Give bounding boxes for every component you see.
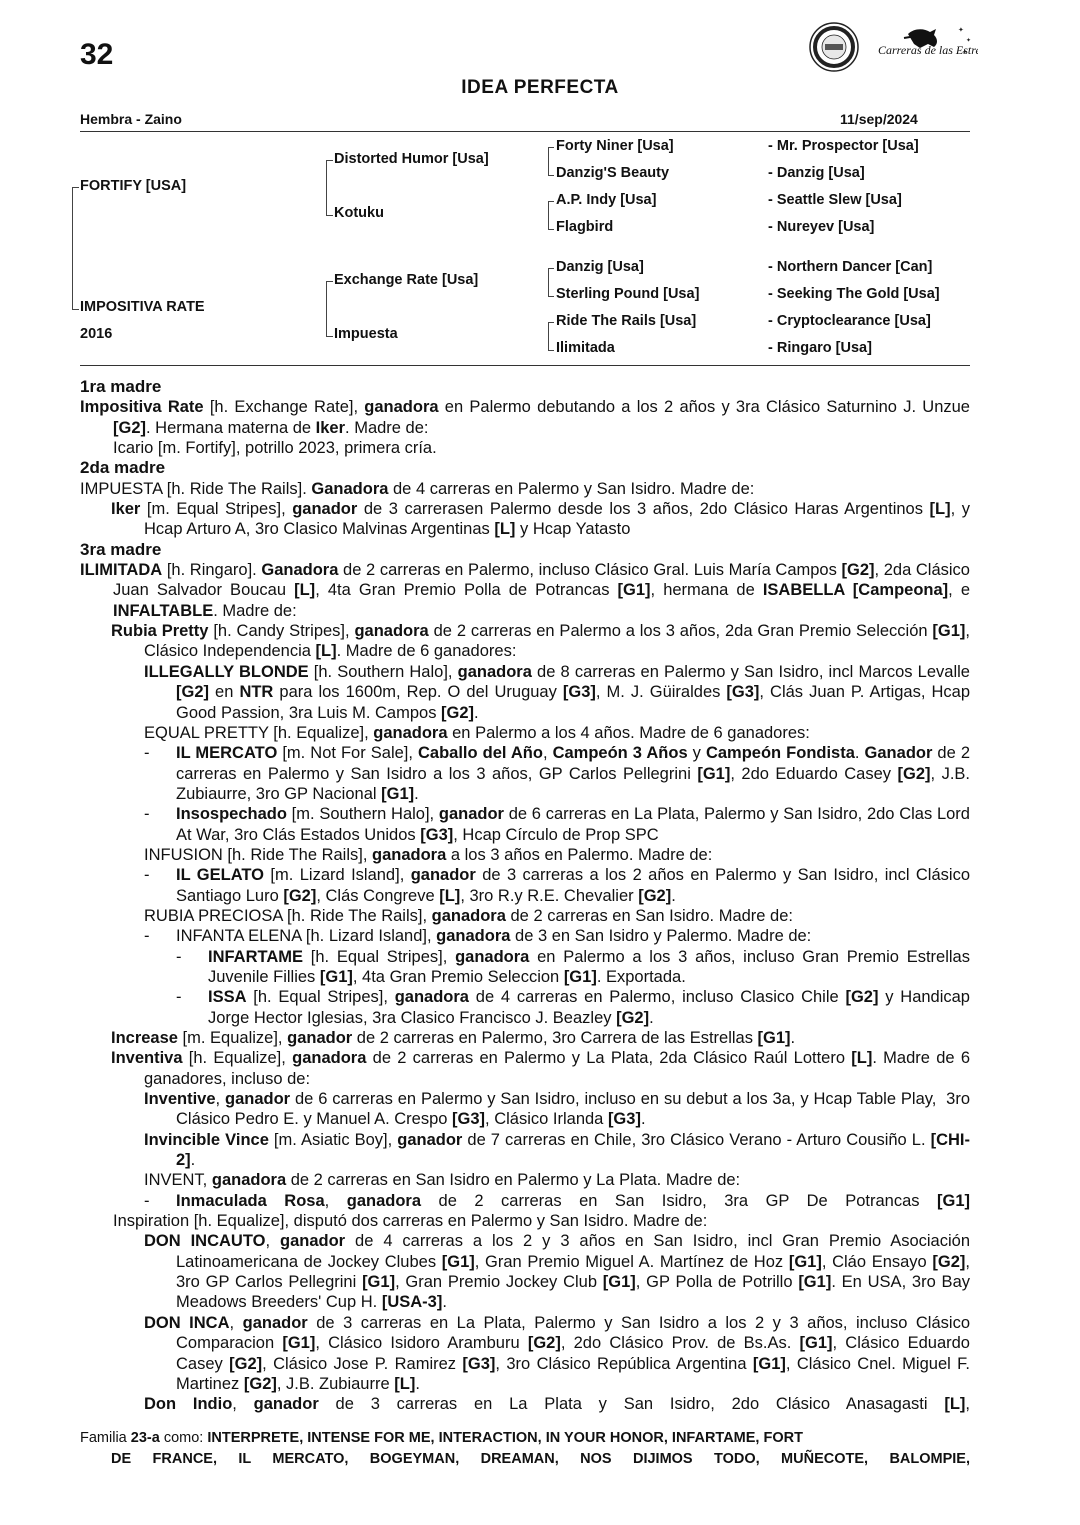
g4-3: - Seattle Slew [Usa] — [768, 192, 902, 208]
sire-dam: Kotuku — [334, 205, 384, 221]
svg-text:✦: ✦ — [962, 49, 968, 56]
family-notes — [80, 377, 970, 1415]
entry-don-inca: DON INCA, ganador de 3 carreras en La Plata, Palermo y San Isidro a los 2 y 3 años, incluso Clásico Comparacion [G1], Clásico Isidoro Aramburu [G2], 2do Clásico Prov. de Bs.As. [G1], Clásico Eduardo Casey [G2], Clásico Jose P. Ramirez [G3], 3ro Clásico República Argentina [G1], Clásico Cnel. Miguel F. Martinez [G2], J.B. Zubiaurre [L]. — [144, 1313, 970, 1393]
section-heading-3ra-madre: 3ra madre — [80, 539, 162, 559]
dam-dam: Impuesta — [334, 326, 398, 342]
bracket-gen2b — [326, 281, 333, 337]
g4-7: - Cryptoclearance [Usa] — [768, 313, 931, 329]
entry-don-incauto: DON INCAUTO, ganador de 4 carreras a los 2 y 3 años en San Isidro, incl Gran Premio Asociación Latinoamericana de Jockey Clubes [G1], Gran Premio Miguel A. Martínez de Hoz [G1], Cláo Ensayo [G2], 3ro GP Carlos Pellegrini [G1], Gran Premio Jockey Club [G1], GP Polla de Potrillo [G1]. En USA, 3ro Bay Meadows Breeders' Cup H. [USA-3]. — [144, 1232, 970, 1312]
dam-name: IMPOSITIVA RATE — [80, 299, 205, 315]
date-label: 11/sep/2024 — [840, 111, 918, 127]
header-divider — [80, 131, 970, 132]
entry-iker: Iker [m. Equal Stripes], ganador de 3 carrerasen Palermo desde los 3 años, 2do Clásico Haras Argentinos [L], y Hcap Arturo A, 3ro Clasico Malvinas Argentinas [L] y Hcap Yatasto — [111, 500, 970, 539]
entry-invent: INVENT, ganadora de 2 carreras en San Isidro en Palermo y La Plata. Madre de: — [144, 1171, 741, 1190]
entry-inventiva: Inventiva [h. Equalize], ganadora de 2 carreras en Palermo y La Plata, 2da Clásico Raúl Lottero [L]. Madre de 6 ganadores, incluso de: — [111, 1049, 970, 1088]
g3-3: A.P. Indy [Usa] — [556, 192, 657, 208]
section-heading-1ra-madre: 1ra madre — [80, 377, 162, 396]
pedigree-divider — [80, 365, 970, 366]
sire-sire: Distorted Humor [Usa] — [334, 151, 489, 167]
g3-2: Danzig'S Beauty — [556, 165, 670, 181]
section-heading-2da-madre: 2da madre — [80, 458, 166, 478]
g3-8: Ilimitada — [556, 340, 615, 356]
bracket-gen3b — [548, 201, 554, 230]
footer-line-2: DE FRANCE, IL MERCATO, BOGEYMAN, DREAMAN, NOS DIJIMOS TODO, MUÑECOTE, BALOMPIE, — [111, 1450, 970, 1467]
page-title: IDEA PERFECTA — [461, 77, 619, 98]
g3-4: Flagbird — [556, 219, 614, 235]
g4-2: - Danzig [Usa] — [768, 165, 865, 181]
entry-rubia-preciosa: RUBIA PRECIOSA [h. Ride The Rails], ganadora de 2 carreras en San Isidro. Madre de: — [144, 906, 793, 925]
entry-increase: Increase [m. Equalize], ganador de 2 carreras en Palermo, 3ro Carrera de las Estrellas [G1]. — [111, 1029, 796, 1047]
family-footer — [80, 1428, 970, 1469]
entry-impositiva-rate: Impositiva Rate [h. Exchange Rate], ganadora en Palermo debutando a los 2 años y 3ra Clásico Saturnino J. Unzue [G2]. Hermana materna de Iker. Madre de: — [80, 398, 970, 437]
entry-infusion: INFUSION [h. Ride The Rails], ganadora a los 3 años en Palermo. Madre de: — [144, 845, 713, 864]
g4-8: - Ringaro [Usa] — [768, 340, 872, 356]
entry-icario: Icario [m. Fortify], potrillo 2023, primera cría. — [113, 439, 437, 458]
dam-sire: Exchange Rate [Usa] — [334, 272, 479, 288]
carreras-logo — [808, 20, 978, 75]
g3-6: Sterling Pound [Usa] — [556, 286, 700, 302]
g4-1: - Mr. Prospector [Usa] — [768, 138, 919, 154]
entry-infanta-elena: - INFANTA ELENA [h. Lizard Island], ganadora de 3 en San Isidro y Palermo. Madre de: — [144, 927, 812, 946]
bracket-gen2a — [326, 160, 333, 216]
entry-invincible-vince: Invincible Vince [m. Asiatic Boy], ganador de 7 carreras en Chile, 3ro Clásico Verano - Arturo Cousiño L. [CHI-2]. — [144, 1130, 970, 1170]
entry-inspiration: Inspiration [h. Equalize], disputó dos carreras en Palermo y San Isidro. Madre de: — [113, 1212, 708, 1231]
g4-5: - Northern Dancer [Can] — [768, 259, 933, 275]
entry-ilimitada: ILIMITADA [h. Ringaro]. Ganadora de 2 carreras en Palermo, incluso Clásico Gral. Luis María Campos [G2], 2da Clásico Juan Salvador Boucau [L], 4ta Gran Premio Polla de Potrancas [G1], hermana de ISABELLA [Campeona], e INFALTABLE. Madre de: — [80, 561, 970, 620]
birth-year: 2016 — [80, 326, 113, 342]
entry-don-indio: Don Indio, ganador de 3 carreras en La Plata y San Isidro, 2do Clásico Anasagasti [L], — [144, 1395, 970, 1414]
entry-issa: - ISSA [h. Equal Stripes], ganadora de 4 carreras en Palermo, incluso Clasico Chile [G2] y Handicap Jorge Hector Iglesias, 3ra Clasico Francisco J. Beazley [G2]. — [176, 988, 970, 1027]
entry-il-gelato: - IL GELATO [m. Lizard Island], ganador de 3 carreras a los 2 años en Palermo y San Isidro, incl Clásico Santiago Luro [G2], Clás Congreve [L], 3ro R.y R.E. Chevalier [G2]. — [144, 866, 970, 905]
entry-equal-pretty: EQUAL PRETTY [h. Equalize], ganadora en Palermo a los 4 años. Madre de 6 ganadores: — [144, 723, 810, 742]
entry-infartame: - INFARTAME [h. Equal Stripes], ganadora en Palermo a los 3 años, incluso Gran Premio Estrellas Juvenile Fillies [G1], 4ta Gran Premio Seleccion [G1]. Exportada. — [176, 947, 970, 986]
g3-1: Forty Niner [Usa] — [556, 138, 674, 154]
entry-il-mercato: - IL MERCATO [m. Not For Sale], Caballo del Año, Campeón 3 Años y Campeón Fondista. Ganador de 2 carreras en Palermo y San Isidro a los 3 años, GP Carlos Pellegrini [G1], 2do Eduardo Casey [G2], J.B. Zubiaurre, 3ro GP Nacional [G1]. — [144, 744, 970, 803]
bracket-gen3d — [548, 322, 554, 351]
footer-line-1: Familia 23-a como: INTERPRETE, INTENSE FOR ME, INTERACTION, IN YOUR HONOR, INFARTAME, FORT — [80, 1430, 803, 1446]
page-number: 32 — [80, 38, 114, 71]
bracket-gen1 — [72, 187, 79, 310]
entry-rubia-pretty: Rubia Pretty [h. Candy Stripes], ganadora de 2 carreras en Palermo a los 3 años, 2da Gran Premio Selección [G1], Clásico Independencia [L]. Madre de 6 ganadores: — [111, 622, 971, 661]
breeders-cup-seal-icon — [808, 20, 978, 75]
svg-text:✦: ✦ — [958, 26, 964, 34]
svg-text:Carreras de las Estrellas: Carreras de las Estr — [878, 43, 976, 57]
g4-6: - Seeking The Gold [Usa] — [768, 286, 940, 302]
g4-4: - Nureyev [Usa] — [768, 219, 875, 235]
bracket-gen3a — [548, 147, 554, 176]
bracket-gen3c — [548, 268, 554, 297]
svg-text:✦: ✦ — [966, 37, 972, 44]
sire-name: FORTIFY [USA] — [80, 178, 187, 194]
entry-inventive: Inventive, ganador de 6 carreras en Palermo y San Isidro, incluso en su debut a los 3a, y Hcap Table Play, 3ro Clásico Pedro E. y Manuel A. Crespo [G3], Clásico Irlanda [G3]. — [144, 1090, 970, 1129]
entry-impuesta: IMPUESTA [h. Ride The Rails]. Ganadora de 4 carreras en Palermo y San Isidro. Madre de: — [80, 479, 755, 498]
g3-5: Danzig [Usa] — [556, 259, 644, 275]
sex-color-label: Hembra - Zaino — [80, 111, 182, 127]
entry-illegally-blonde: ILLEGALLY BLONDE [h. Southern Halo], ganadora de 8 carreras en Palermo y San Isidro, incl Marcos Levalle [G2] en NTR para los 1600m, Rep. O del Uruguay [G3], M. J. Güiraldes [G3], Clás Juan P. Artigas, Hcap Good Passion, 3ra Luis M. Campos [G2]. — [144, 662, 970, 722]
entry-inmaculada-rosa: - Inmaculada Rosa, ganadora de 2 carreras en San Isidro, 3ra GP De Potrancas [G1] — [144, 1191, 971, 1210]
g3-7: Ride The Rails [Usa] — [556, 313, 697, 329]
entry-insospechado: - Insospechado [m. Southern Halo], ganador de 6 carreras en La Plata, Palermo y San Isidro, 2do Clas Lord At War, 3ro Clás Estados Unidos [G3], Hcap Círculo de Prop SPC — [144, 805, 970, 844]
